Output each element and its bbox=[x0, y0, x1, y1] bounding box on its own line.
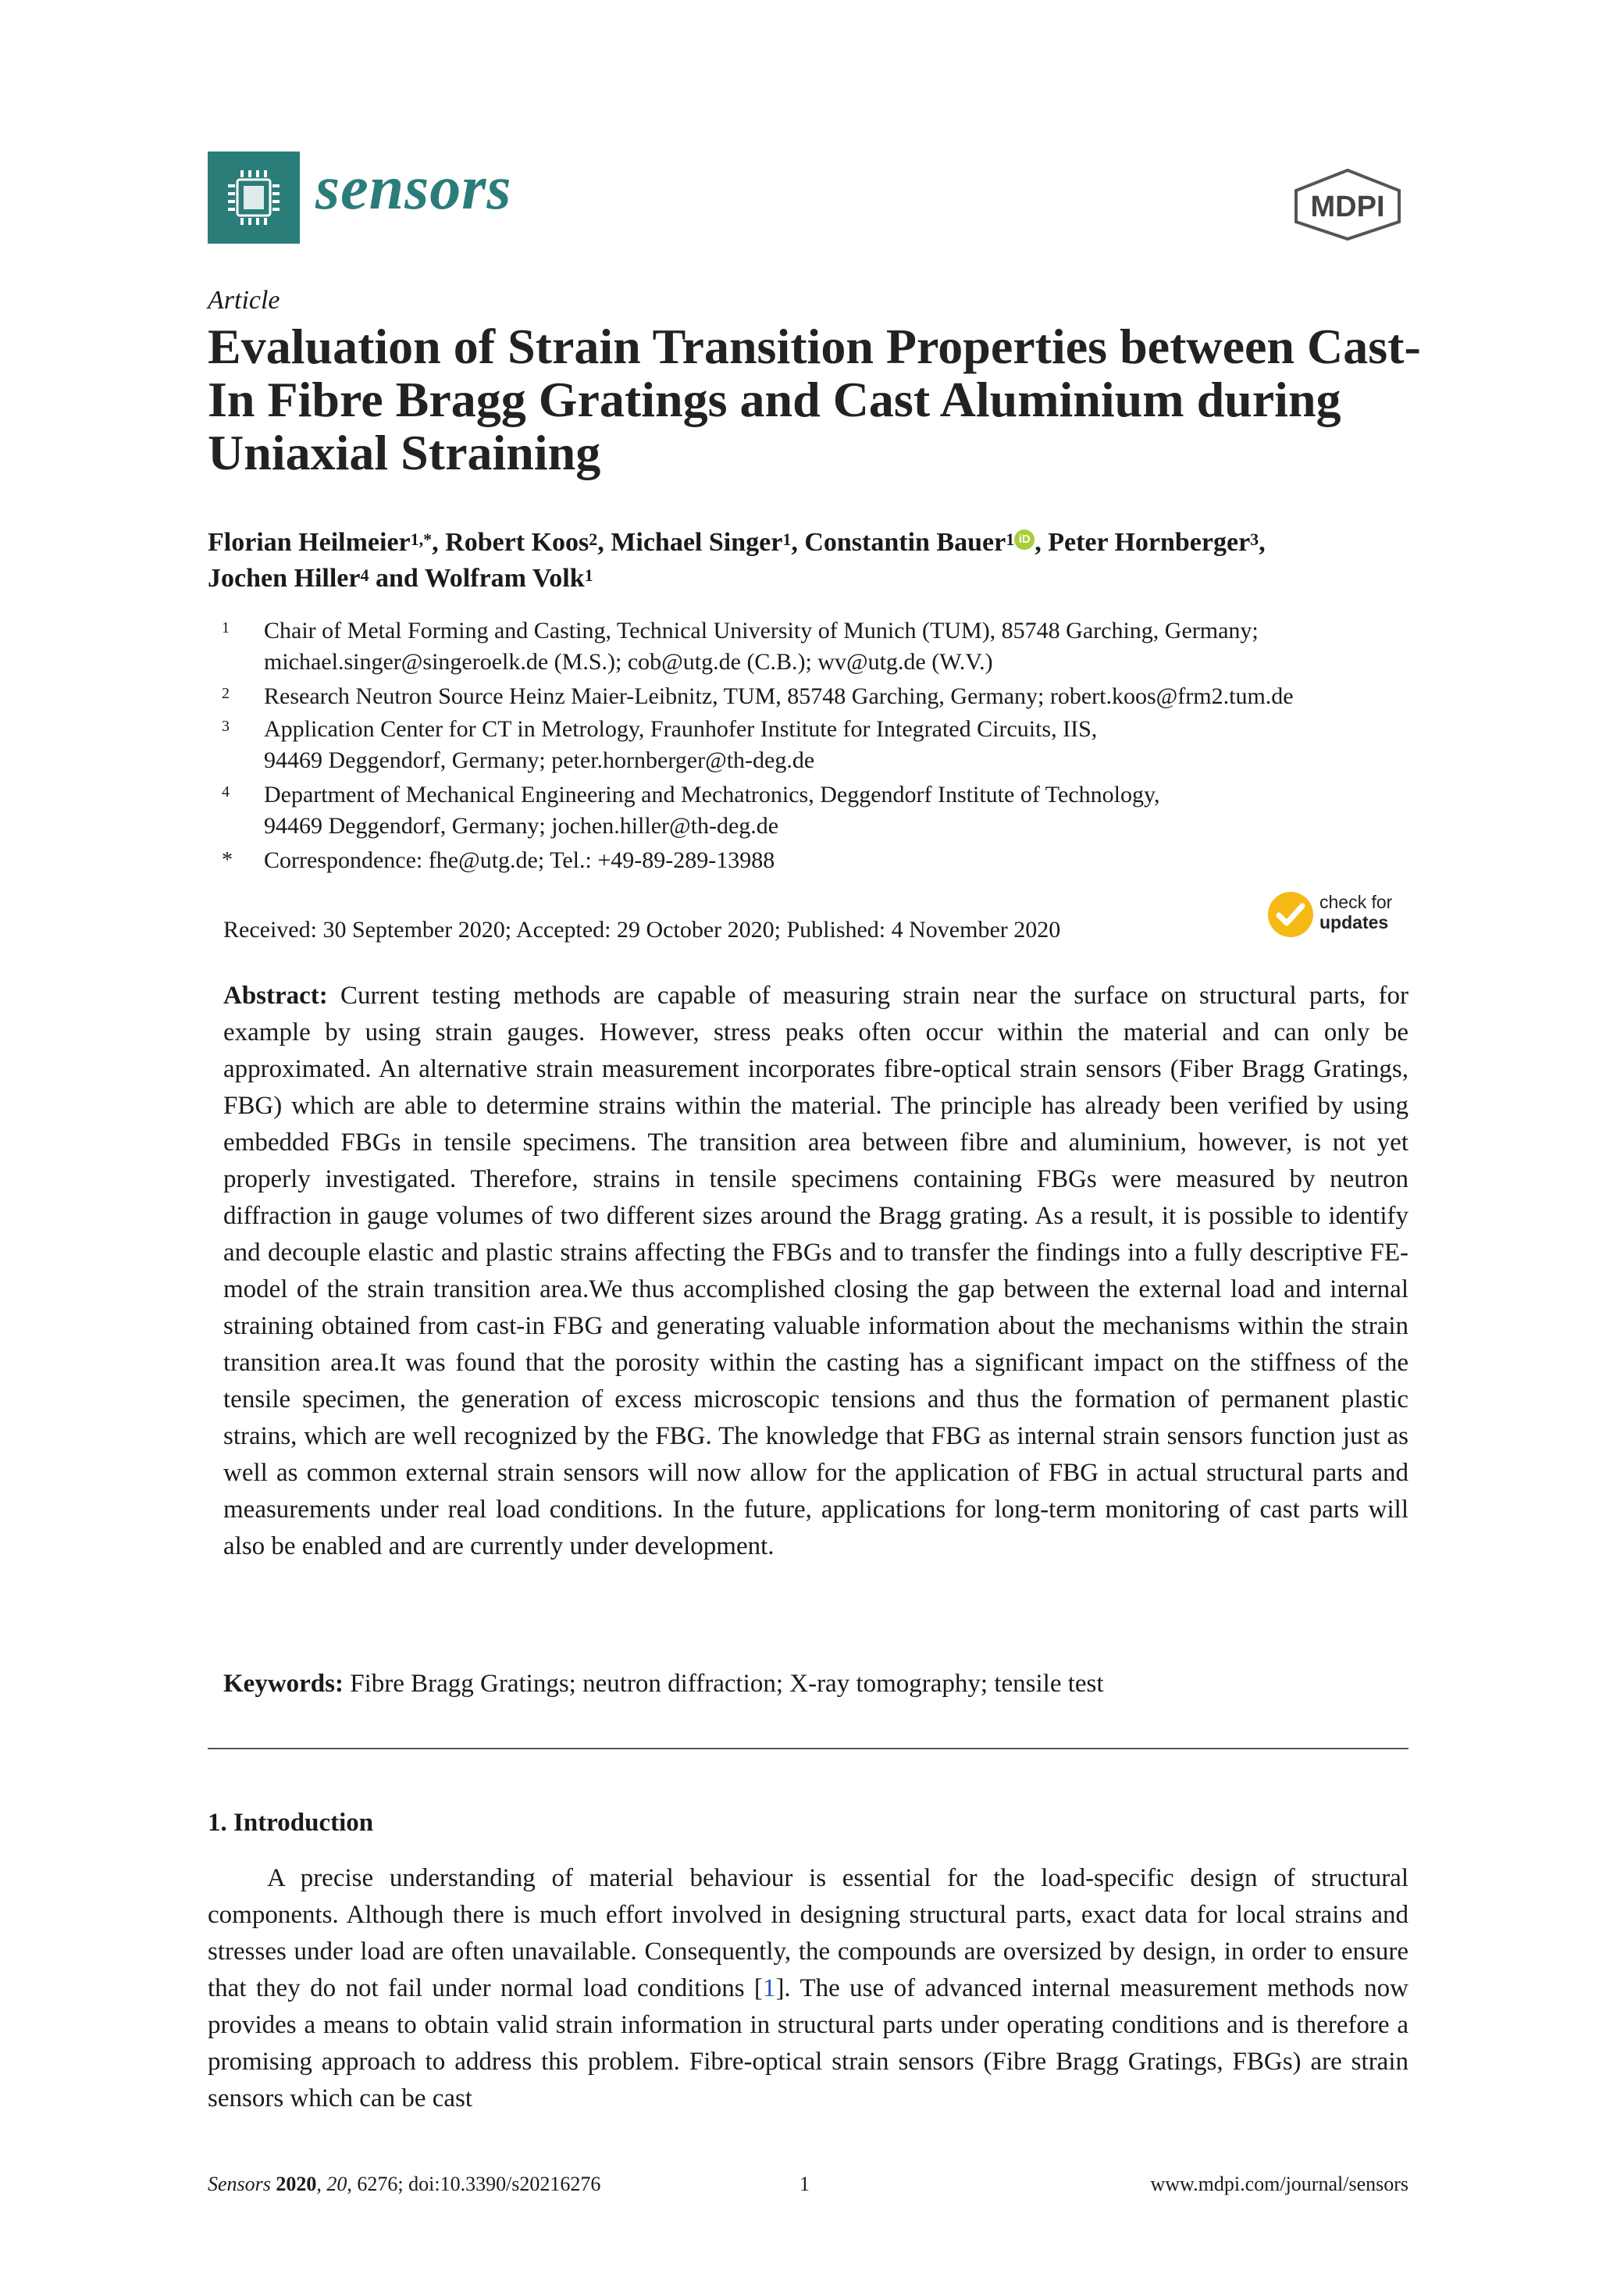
author-affiliation-marker: 1,* bbox=[410, 529, 433, 549]
affiliation-marker: * bbox=[222, 848, 233, 872]
publisher-name: MDPI bbox=[1310, 191, 1385, 223]
journal-url[interactable]: www.mdpi.com/journal/sensors bbox=[1150, 2173, 1408, 2195]
keywords-text: Fibre Bragg Gratings; neutron diffraction; X-ray tomography; tensile test bbox=[350, 1670, 1104, 1698]
journal-logo bbox=[208, 152, 300, 244]
abstract-label: Abstract: bbox=[223, 982, 328, 1010]
divider bbox=[208, 1748, 1408, 1749]
article-type: Article bbox=[208, 286, 280, 315]
abstract-text: Current testing methods are capable of measuring strain near the surface on structural parts, for example by using strain gauges. However, stress peaks often occur within the material and can only be approximated. An alternative strain measurement incorporates fibre-optical strain sensors (Fiber Bragg Gratings, FBG) which are able to determine strains within the material. The principle has already been verified by using embedded FBGs in tensile specimens. The transition area between fibre and aluminium, however, is not yet properly investigated. Therefore, strains in tensile specimens containing FBGs were measured by neutron diffraction in gauge volumes of two different sizes around the Bragg grating. As a result, it is possible to identify and decouple elastic and plastic strains affecting the FBGs and to transfer the findings into a fully descriptive FE-model of the strain transition area.We thus accomplished closing the gap between the external load and internal straining obtained from cast-in FBG and generating valuable information about the mechanisms within the strain transition area.It was found that the porosity within the casting has a significant impact on the stiffness of the tensile specimen, the generation of excess microscopic tensions and thus the formation of permanent plastic strains, which are well recognized by the FBG. The knowledge that FBG as internal strain sensors function just as well as common external strain sensors will now allow for the application of FBG in actual structural parts and measurements under real load conditions. In the future, applications for long-term monitoring of cast parts will also be enabled and are currently under development. bbox=[223, 982, 1408, 1560]
author-name[interactable]: Robert Koos bbox=[445, 528, 589, 557]
author-affiliation-marker: 1 bbox=[782, 529, 792, 549]
affiliation-marker: 4 bbox=[222, 783, 230, 800]
checkmark-icon bbox=[1268, 892, 1313, 937]
keywords bbox=[223, 1670, 1408, 1699]
footer-citation: Sensors 2020, 20, 6276; doi:10.3390/s20216276 bbox=[208, 2173, 601, 2195]
journal-name: sensors bbox=[315, 154, 512, 223]
author-affiliation-marker: 3 bbox=[1250, 529, 1259, 549]
author-affiliation-marker: 4 bbox=[360, 565, 369, 585]
keywords-label: Keywords: bbox=[223, 1670, 344, 1698]
author-affiliation-marker: 1 bbox=[1006, 529, 1015, 549]
check-for-updates-button[interactable]: check for updates bbox=[1268, 892, 1408, 940]
citation-link[interactable]: 1 bbox=[762, 1974, 776, 2002]
author-name[interactable]: Jochen Hiller bbox=[208, 564, 361, 593]
publication-dates: Received: 30 September 2020; Accepted: 29 October 2020; Published: 4 November 2020 bbox=[223, 917, 1061, 943]
author-affiliation-marker: 2 bbox=[589, 529, 598, 549]
orcid-icon[interactable]: iD bbox=[1014, 529, 1035, 550]
affiliation-marker: 1 bbox=[222, 619, 230, 636]
section-heading: 1. Introduction bbox=[208, 1809, 374, 1837]
affiliation-marker: 2 bbox=[222, 685, 230, 702]
chip-icon bbox=[226, 169, 281, 226]
author-name[interactable]: Wolfram Volk bbox=[424, 564, 585, 593]
author-name[interactable]: Florian Heilmeier bbox=[208, 528, 411, 557]
author-name[interactable]: Constantin Bauer bbox=[804, 528, 1006, 557]
body-paragraph: A precise understanding of material behaviour is essential for the load-specific design of structural components. Although there is much effort involved in designing structural parts, exact data for local strains and stresses under load are often unavailable. Consequently, the compounds are oversized by design, in order to ensure that they do not fail under normal load conditions [1]. The use of advanced internal measurement methods now provides a means to obtain valid strain information in structural parts under operating conditions and is therefore a promising approach to address this problem. Fibre-optical strain sensors (Fibre Bragg Gratings, FBGs) are strain sensors which can be cast bbox=[208, 1864, 1408, 2112]
author-name[interactable]: Peter Hornberger bbox=[1048, 528, 1251, 557]
paper-title: Evaluation of Strain Transition Properties between Cast-In Fibre Bragg Gratings and Cast Aluminium during Uniaxial Straining bbox=[208, 319, 1421, 480]
author-name[interactable]: Michael Singer bbox=[611, 528, 783, 557]
affiliation-marker: 3 bbox=[222, 718, 230, 735]
mdpi-logo bbox=[1290, 167, 1405, 242]
author-affiliation-marker: 1 bbox=[584, 565, 593, 585]
author-list: Florian Heilmeier$^{1,*}$, Robert Koos$^2$, Michael Singer$^1$, Constantin Bauer$^1$ iD , Peter Hornberger$^3$, Jochen Hiller$^4$ and Wolfram Volk$^1$ bbox=[208, 528, 1266, 593]
page-number: 1 bbox=[800, 2173, 810, 2195]
abstract bbox=[223, 978, 1408, 1565]
